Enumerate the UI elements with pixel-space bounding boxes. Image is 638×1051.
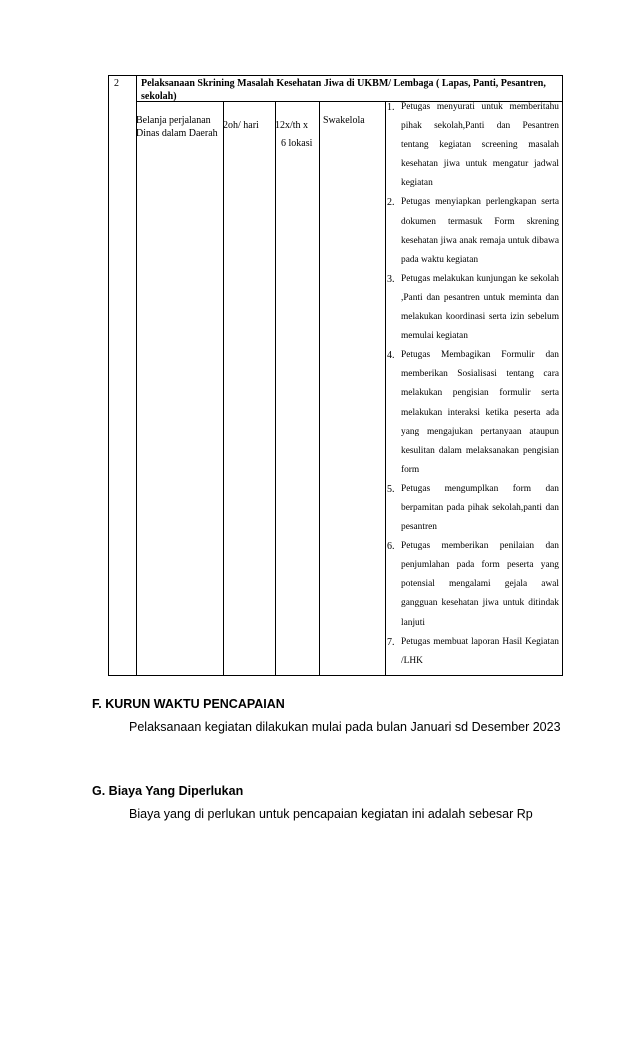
section-g-body: Biaya yang di perlukan untuk pencapaian kegiatan ini adalah sebesar Rp (129, 807, 533, 821)
frequency-cell: 12x/th x (275, 120, 309, 131)
expense-cell: Belanja perjalanan Dinas dalam Daerah (136, 115, 218, 139)
list-item: 2. Petugas menyiapkan perlengkapan serta dokumen termasuk Form skrening kesehatan jiwa anak remaja untuk dibawa pada waktu kegiatan (387, 197, 559, 265)
list-item: 3. Petugas melakukan kunjungan ke sekolah ,Panti dan pesantren untuk meminta dan melakukan koordinasi serta izin sebelum memulai kegiatan (387, 273, 559, 342)
table-divider (385, 101, 386, 675)
list-item: 1. Petugas menyurati untuk memberitahu pihak sekolah,Panti dan Pesantren tentang kegiatan screening masalah kesehatan jiwa untuk mengatur jadwal kegiatan (387, 102, 559, 189)
section-f-heading: F. KURUN WAKTU PENCAPAIAN (92, 697, 285, 711)
list-item: 6. Petugas memberikan penilaian dan penjumlahan pada form peserta yang potensial mengalami gejala awal gangguan kesehatan jiwa untuk ditindak lanjuti (387, 541, 559, 628)
table-divider (275, 101, 276, 675)
list-item: 7. Petugas membuat laporan Hasil Kegiatan /LHK (387, 636, 559, 666)
activity-table (108, 75, 563, 676)
table-divider (136, 76, 137, 675)
table-divider (319, 101, 320, 675)
locations-cell: 6 lokasi (281, 138, 313, 149)
list-item: 5. Petugas mengumplkan form dan berpamitan pada pihak sekolah,panti dan pesantren (387, 483, 559, 533)
row-number: 2 (114, 78, 119, 89)
table-divider (223, 101, 224, 675)
section-g-heading: G. Biaya Yang Diperlukan (92, 784, 244, 798)
section-f-body: Pelaksanaan kegiatan dilakukan mulai pada bulan Januari sd Desember 2023 (129, 720, 561, 734)
method-cell: Swakelola (323, 115, 365, 126)
activity-title: Pelaksanaan Skrining Masalah Kesehatan Jiwa di UKBM/ Lembaga ( Lapas, Panti, Pesantren, sekolah) (141, 78, 546, 102)
volume-cell: 2oh/ hari (223, 120, 259, 131)
steps-list (387, 98, 559, 671)
list-item: 4. Petugas Membagikan Formulir dan memberikan Sosialisasi tentang cara melakukan pengisian formulir serta melakukan interaksi ketika peserta ada yang mengajukan pertanyaan ataupun kesulitan dalam melaksanakan pengisian form (387, 350, 559, 475)
